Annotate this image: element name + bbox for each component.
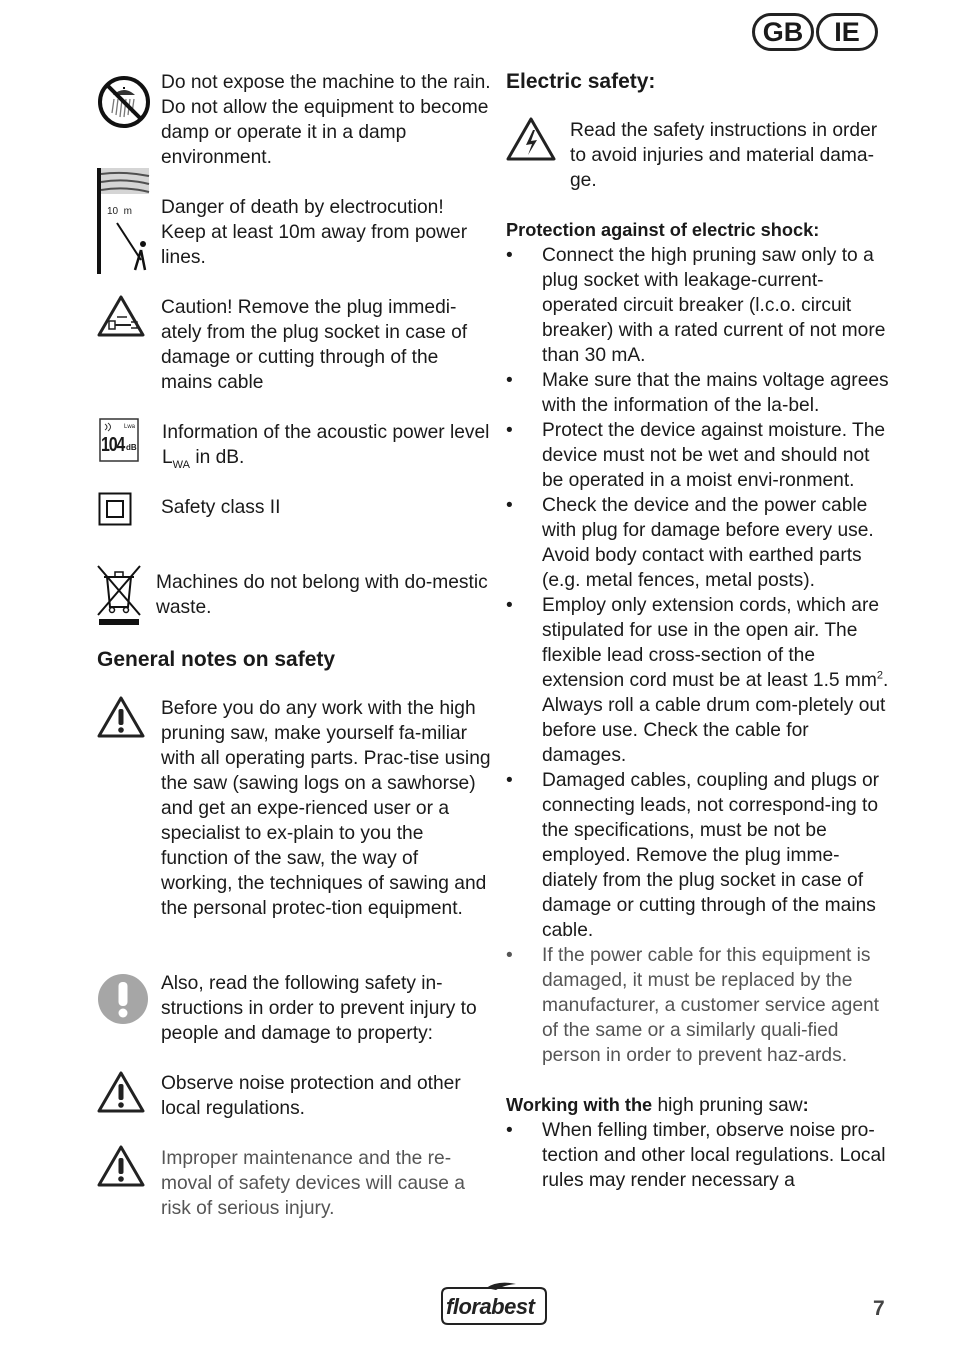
electric-safety-heading: Electric safety: bbox=[506, 70, 656, 93]
cord-text-b: . Always roll a cable drum com-pletely out before use. Check the cable for damages. bbox=[542, 670, 889, 766]
sound-text-b: in dB. bbox=[189, 447, 245, 468]
sound-text-sub: WA bbox=[172, 458, 190, 471]
high-voltage-icon bbox=[506, 118, 558, 218]
symbol-row bbox=[97, 495, 492, 570]
working-heading bbox=[506, 1093, 891, 1118]
exclamation-circle-icon bbox=[97, 971, 149, 1071]
general-note-text: Before you do any work with the high pruning saw, make yourself fa-miliar with all operating parts. Prac-tise using the saw (sawing logs on a sawhorse) and get an expe-rienced user or a specialist to ex-plain to you the function of the saw, the way of working, the techniques of sawing and the personal protec-tion equipment. bbox=[161, 698, 491, 919]
brand-name: florabest bbox=[446, 1294, 535, 1319]
symbol-row bbox=[97, 295, 492, 420]
list-item: • Damaged cables, coupling and plugs or connecting leads, not correspond-ing to the specifications, must be not be employed. Remove the plug imme-diately from the plug socket in case of damage or cutting through of the mains cable. bbox=[506, 768, 891, 943]
crossed-bin-icon bbox=[97, 570, 149, 645]
list-item: • If the power cable for this equipment is damaged, it must be replaced by the manufacturer, a customer service agent of the same or a similarly quali-fied person in order to prevent haz-ards. bbox=[506, 943, 891, 1068]
left-column bbox=[97, 70, 492, 1221]
safety-class-ii-icon bbox=[97, 495, 149, 570]
power-line-icon bbox=[97, 170, 149, 295]
working-list bbox=[506, 1118, 891, 1193]
general-note-text: Improper maintenance and the re-moval of safety devices will cause a risk of serious injury. bbox=[161, 1148, 465, 1219]
warning-icon bbox=[97, 696, 149, 971]
cord-text-sup: 2 bbox=[876, 669, 883, 682]
general-note-text: Observe noise protection and other local regulations. bbox=[161, 1073, 461, 1119]
symbol-text: Machines do not belong with do-mestic waste. bbox=[156, 572, 488, 618]
list-item: • Check the device and the power cable with plug for damage before every use. Avoid body contact with earthed parts (e.g. metal fences, metal posts). bbox=[506, 493, 891, 593]
list-item bbox=[506, 593, 891, 768]
sound-power-icon-unit: dB bbox=[126, 443, 137, 452]
right-column bbox=[506, 68, 891, 1193]
symbol-row bbox=[97, 420, 492, 495]
working-heading-colon: : bbox=[802, 1095, 809, 1115]
general-note-text: Also, read the following safety in-structions in order to prevent injury to people and damage to property: bbox=[161, 973, 477, 1044]
list-item: • When felling timber, observe noise pro-tection and other local regulations. Local rules may render necessary a bbox=[506, 1118, 891, 1193]
general-note-row bbox=[97, 1071, 492, 1146]
general-note-row bbox=[97, 971, 492, 1071]
list-item: • Protect the device against moisture. The device must not be wet and should not be operated in a moist envi-ronment. bbox=[506, 418, 891, 493]
general-note-row bbox=[97, 1146, 492, 1221]
page-number: 7 bbox=[873, 1297, 885, 1320]
symbol-text bbox=[162, 420, 492, 495]
sound-power-icon-value: 104 bbox=[101, 434, 125, 456]
general-note-row bbox=[97, 696, 492, 971]
shock-protection-list bbox=[506, 243, 891, 1068]
power-line-distance-label: 10 m bbox=[107, 206, 133, 217]
symbol-row bbox=[97, 170, 492, 295]
symbol-text: Safety class II bbox=[161, 497, 281, 518]
shock-protection-heading: Protection against of electric shock: bbox=[506, 220, 820, 240]
sound-power-icon-sub: Lwa bbox=[124, 424, 136, 430]
electric-intro-text: Read the safety instructions in order to avoid injuries and material dama-ge. bbox=[570, 120, 878, 191]
brand-logo bbox=[438, 1282, 550, 1331]
list-item: • Connect the high pruning saw only to a plug socket with leakage-current-operated circuit breaker (l.c.o. circuit breaker) with a rated current of not more than 30 mA. bbox=[506, 243, 891, 368]
warning-icon bbox=[97, 1071, 149, 1146]
warning-icon bbox=[97, 1146, 149, 1221]
no-rain-icon bbox=[97, 70, 149, 170]
working-heading-bold: Working with the bbox=[506, 1095, 653, 1115]
electric-intro-row bbox=[506, 118, 891, 218]
symbol-row bbox=[97, 70, 492, 170]
symbol-text: Do not expose the machine to the rain. Do not allow the equipment to become damp or operate it in a damp environment. bbox=[161, 72, 491, 168]
country-badge-ie: IE bbox=[816, 13, 878, 51]
country-badge-gb: GB bbox=[752, 13, 814, 51]
symbol-text: Caution! Remove the plug immedi-ately from the plug socket in case of damage or cutting through of the mains cable bbox=[161, 297, 468, 393]
symbol-text: Danger of death by electrocution! Keep at least 10m away from power lines. bbox=[161, 197, 468, 268]
list-item: • Make sure that the mains voltage agrees with the information of the la-bel. bbox=[506, 368, 891, 418]
general-notes-heading: General notes on safety bbox=[97, 648, 336, 671]
unplug-warning-icon bbox=[97, 295, 149, 420]
cord-text-a: Employ only extension cords, which are stipulated for use in the open air. The flexible lead cross-section of the extension cord must be at least 1.5 mm bbox=[542, 595, 880, 691]
sound-text-a: Information of the acoustic power level L bbox=[162, 422, 490, 468]
working-heading-rest: high pruning saw bbox=[652, 1095, 803, 1116]
country-badges bbox=[752, 13, 878, 51]
symbol-row bbox=[97, 570, 492, 645]
sound-power-icon bbox=[97, 420, 149, 495]
